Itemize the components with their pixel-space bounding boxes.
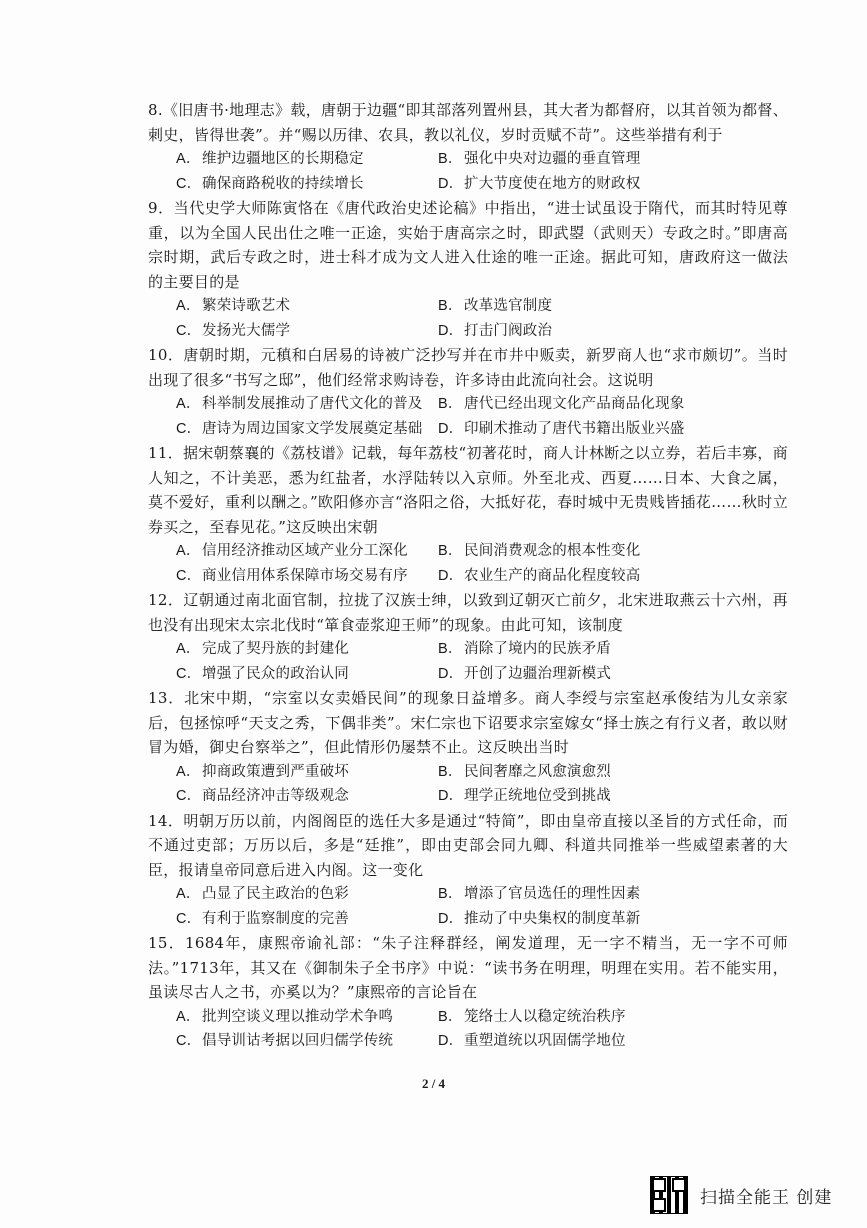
option-c <box>176 784 438 809</box>
option-text: 农业生产的商品化程度较高 <box>464 567 641 584</box>
question-15 <box>148 931 788 1054</box>
option-letter: C． <box>176 910 202 927</box>
option-text: 批判空谈义理以推动学术争鸣 <box>202 1008 394 1025</box>
question-9 <box>148 196 788 343</box>
option-a <box>176 294 438 319</box>
question-14 <box>148 809 788 932</box>
option-text: 凸显了民主政治的色彩 <box>202 886 349 902</box>
option-d <box>438 417 768 442</box>
option-c <box>176 907 438 932</box>
question-13 <box>148 686 788 809</box>
options <box>148 882 788 931</box>
option-c <box>176 1029 438 1054</box>
option-c <box>176 417 438 442</box>
option-letter: C． <box>176 175 202 192</box>
option-b <box>438 147 768 172</box>
option-letter: A． <box>176 543 201 559</box>
option-letter: C． <box>176 665 202 682</box>
question-stem: 9．当代史学大师陈寅恪在《唐代政治史述论稿》中指出，“进士试虽设于隋代，而其时特见尊重，以为全国人民出仕之唯一正途，实始于唐高宗之时，即武曌（武则天）专政之时。”即唐高宗时期，武后专政之时，进士科才成为文人进入仕途的唯一正途。据此可知，唐政府这一做法的主要目的是 <box>148 199 788 291</box>
option-b <box>438 637 768 662</box>
option-text: 有利于监察制度的完善 <box>202 910 349 927</box>
options <box>148 637 788 686</box>
option-text: 增添了官员选任的理性因素 <box>464 886 641 902</box>
options <box>148 1005 788 1054</box>
question-list <box>148 98 788 1054</box>
question-11 <box>148 441 788 588</box>
option-text: 确保商路税收的持续增长 <box>202 175 364 192</box>
option-text: 增强了民众的政治认同 <box>202 665 349 682</box>
option-text: 倡导训诂考据以回归儒学传统 <box>202 1033 394 1049</box>
option-letter: D． <box>438 910 464 927</box>
option-text: 民间消费观念的根本性变化 <box>464 543 641 559</box>
option-text: 理学正统地位受到挑战 <box>464 788 611 804</box>
qr-code-icon <box>650 1176 688 1214</box>
option-letter: B． <box>438 151 463 167</box>
option-text: 繁荣诗歌艺术 <box>202 298 291 314</box>
option-text: 发扬光大儒学 <box>202 322 291 339</box>
option-d <box>438 319 768 344</box>
option-a <box>176 637 438 662</box>
option-text: 科举制发展推动了唐代文化的普及 <box>202 396 423 412</box>
option-text: 商品经济冲击等级观念 <box>202 788 349 804</box>
option-letter: D． <box>438 788 464 804</box>
options <box>148 539 788 588</box>
option-d <box>438 564 768 589</box>
option-c <box>176 662 438 687</box>
option-b <box>438 539 768 564</box>
option-letter: A． <box>176 641 201 657</box>
option-a <box>176 147 438 172</box>
option-d <box>438 172 768 197</box>
option-text: 印刷术推动了唐代书籍出版业兴盛 <box>464 420 685 437</box>
question-10 <box>148 343 788 441</box>
option-b <box>438 882 768 907</box>
option-letter: C． <box>176 420 202 437</box>
options <box>148 760 788 809</box>
option-text: 抑商政策遭到严重破坏 <box>202 763 349 780</box>
option-text: 维护边疆地区的长期稳定 <box>202 151 364 167</box>
page-indicator: 2 / 4 <box>421 1076 446 1091</box>
option-letter: C． <box>176 788 202 804</box>
option-b <box>438 760 768 785</box>
options <box>148 294 788 343</box>
option-d <box>438 1029 768 1054</box>
option-c <box>176 319 438 344</box>
option-letter: B． <box>438 298 463 314</box>
option-letter: B． <box>438 886 463 902</box>
option-c <box>176 172 438 197</box>
question-stem: 12．辽朝通过南北面官制，拉拢了汉族士绅，以致到辽朝灭亡前夕，北宋进取燕云十六州，再也没有出现宋太宗北伐时“箪食壶浆迎王师”的现象。由此可知，该制度 <box>148 591 788 634</box>
option-letter: D． <box>438 1033 464 1049</box>
option-a <box>176 1005 438 1030</box>
option-text: 民间奢靡之风愈演愈烈 <box>464 763 611 780</box>
scanner-watermark <box>650 1172 860 1218</box>
option-text: 唐诗为周边国家文学发展奠定基础 <box>202 420 423 437</box>
option-text: 唐代已经出现文化产品商品化现象 <box>464 396 685 412</box>
question-stem: 11．据宋朝蔡襄的《荔枝谱》记载，每年荔枝“初著花时，商人计林断之以立券，若后丰寡，商人知之，不计美恶，悉为红盐者，水浮陆转以入京师。外至北戎、西夏……日本、大食之属，莫不爱好，重利以酬之。”欧阳修亦言“洛阳之俗，大抵好花，春时城中无贵贱皆插花……秋时立券买之，至春见花。”这反映出宋朝 <box>148 444 788 536</box>
option-letter: D． <box>438 567 464 584</box>
option-text: 完成了契丹族的封建化 <box>202 641 349 657</box>
option-letter: B． <box>438 396 463 412</box>
option-c <box>176 564 438 589</box>
question-stem: 8.《旧唐书·地理志》载，唐朝于边疆“即其部落列置州县，其大者为都督府，以其首领为都督、刺史，皆得世袭”。并“赐以历律、农具，教以礼仪，岁时贡赋不苛”。这些举措有利于 <box>148 101 788 144</box>
option-d <box>438 784 768 809</box>
option-letter: D． <box>438 322 464 339</box>
option-letter: B． <box>438 1008 463 1025</box>
option-a <box>176 760 438 785</box>
option-letter: C． <box>176 567 202 584</box>
option-letter: C． <box>176 322 202 339</box>
option-text: 笼络士人以稳定统治秩序 <box>464 1008 626 1025</box>
option-d <box>438 662 768 687</box>
option-text: 改革选官制度 <box>464 298 553 314</box>
option-a <box>176 392 438 417</box>
option-letter: C． <box>176 1033 202 1049</box>
option-text: 扩大节度使在地方的财政权 <box>464 175 641 192</box>
option-text: 打击门阀政治 <box>464 322 553 339</box>
option-letter: D． <box>438 175 464 192</box>
option-text: 强化中央对边疆的垂直管理 <box>464 151 641 167</box>
option-letter: A． <box>176 763 201 780</box>
question-stem: 10．唐朝时期，元稹和白居易的诗被广泛抄写并在市井中贩卖，新罗商人也“求市颇切”。当时出现了很多“书写之邸”，他们经常求购诗卷，许多诗由此流向社会。这说明 <box>148 346 788 389</box>
option-b <box>438 294 768 319</box>
option-d <box>438 907 768 932</box>
option-letter: B． <box>438 543 463 559</box>
option-letter: A． <box>176 1008 201 1025</box>
option-letter: A． <box>176 886 201 902</box>
options <box>148 392 788 441</box>
option-text: 推动了中央集权的制度革新 <box>464 910 641 927</box>
option-b <box>438 392 768 417</box>
option-letter: A． <box>176 396 201 412</box>
option-text: 开创了边疆治理新模式 <box>464 665 611 682</box>
option-text: 重塑道统以巩固儒学地位 <box>464 1033 626 1049</box>
watermark-text: 扫描全能王 创建 <box>700 1187 833 1208</box>
question-stem: 14．明朝万历以前，内阁阁臣的选任大多是通过“特简”，即由皇帝直接以圣旨的方式任命，而不通过吏部；万历以后，多是“廷推”，即由吏部会同九卿、科道共同推举一些威望素著的大臣，报请皇帝同意后进入内阁。这一变化 <box>148 811 788 879</box>
option-a <box>176 539 438 564</box>
option-letter: A． <box>176 298 201 314</box>
option-letter: A． <box>176 151 201 167</box>
option-text: 信用经济推动区域产业分工深化 <box>202 543 408 559</box>
question-8 <box>148 98 788 196</box>
option-letter: D． <box>438 420 464 437</box>
option-text: 商业信用体系保障市场交易有序 <box>202 567 408 584</box>
option-text: 消除了境内的民族矛盾 <box>464 641 611 657</box>
question-12 <box>148 588 788 686</box>
options <box>148 147 788 196</box>
option-b <box>438 1005 768 1030</box>
option-letter: B． <box>438 641 463 657</box>
option-letter: B． <box>438 763 463 780</box>
option-a <box>176 882 438 907</box>
question-stem: 13．北宋中期，“宗室以女卖婚民间”的现象日益增多。商人李绶与宗室赵承俊结为儿女亲家后，包拯惊呼“天支之秀，下偶非类”。宋仁宗也下诏要求宗室嫁女“择士族之有行义者，敢以财冒为婚，御史台察举之”，但此情形仍屡禁不止。这反映出当时 <box>148 689 788 756</box>
question-stem: 15．1684年，康熙帝谕礼部：“朱子注释群经，阐发道理，无一字不精当，无一字不可师法。”1713年，其又在《御制朱子全书序》中说：“读书务在明理，明理在实用。若不能实用，虽读尽古人之书，亦奚以为？”康熙帝的言论旨在 <box>148 934 788 1001</box>
option-letter: D． <box>438 665 464 682</box>
